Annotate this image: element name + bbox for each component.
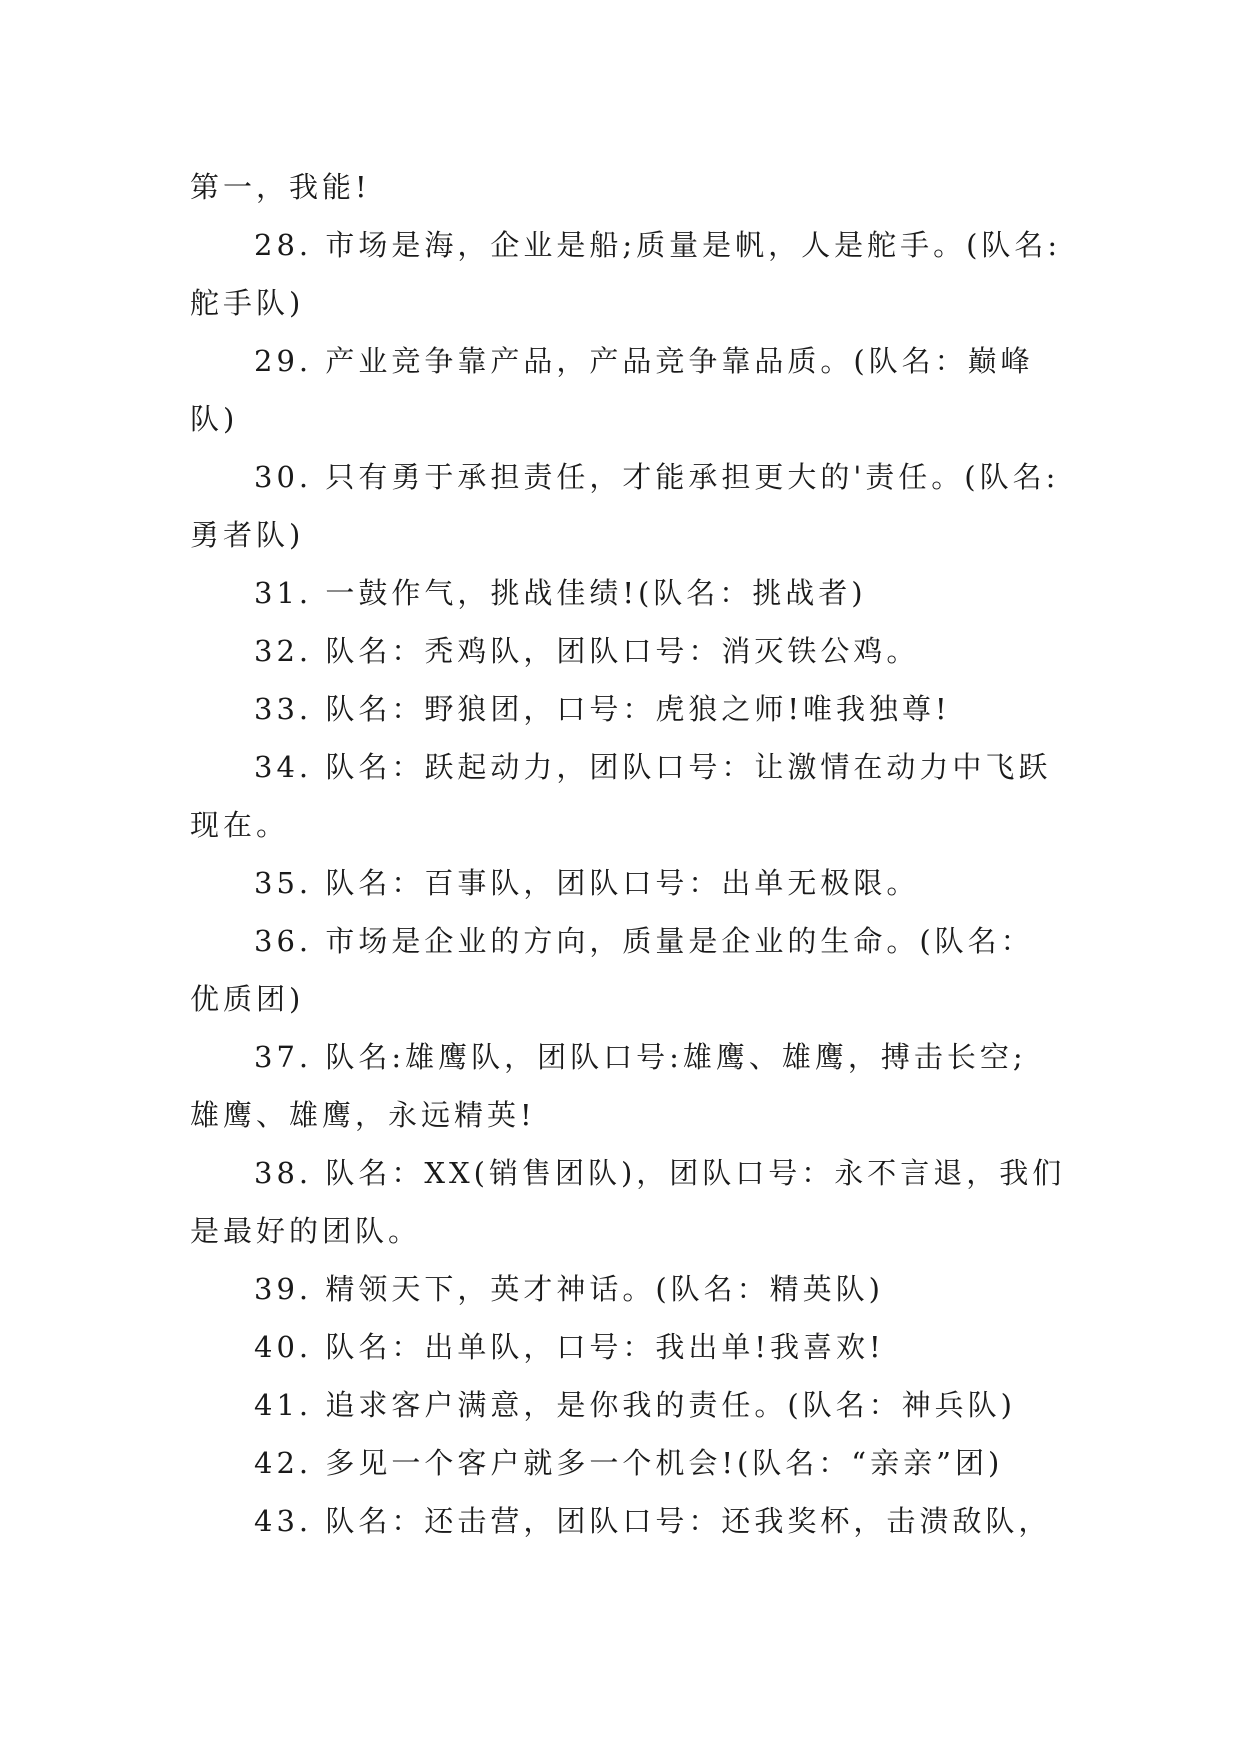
text-line: 43. 队名：还击营，团队口号：还我奖杯，击溃敌队， bbox=[254, 1504, 1052, 1538]
text-line: 33. 队名：野狼团，口号：虎狼之师!唯我独尊! bbox=[254, 692, 951, 726]
text-line: 36. 市场是企业的方向，质量是企业的生命。(队名： bbox=[254, 924, 1034, 958]
text-line: 舵手队) bbox=[190, 286, 305, 320]
text-line: 现在。 bbox=[190, 808, 290, 842]
text-line: 39. 精领天下，英才神话。(队名：精英队) bbox=[254, 1272, 884, 1306]
text-line: 雄鹰、雄鹰，永远精英! bbox=[190, 1098, 536, 1132]
text-line: 29. 产业竞争靠产品，产品竞争靠品质。(队名：巅峰 bbox=[254, 344, 1034, 378]
text-line: 31. 一鼓作气，挑战佳绩!(队名：挑战者) bbox=[254, 576, 867, 610]
text-line: 41. 追求客户满意，是你我的责任。(队名：神兵队) bbox=[254, 1388, 1016, 1422]
text-line: 30. 只有勇于承担责任，才能承担更大的'责任。(队名: bbox=[254, 460, 1060, 494]
text-line: 勇者队) bbox=[190, 518, 305, 552]
text-line: 34. 队名：跃起动力，团队口号：让激情在动力中飞跃 bbox=[254, 750, 1052, 784]
text-line: 是最好的团队。 bbox=[190, 1214, 422, 1248]
text-line: 队) bbox=[190, 402, 239, 436]
text-line: 32. 队名：秃鸡队，团队口号：消灭铁公鸡。 bbox=[254, 634, 920, 668]
text-line: 42. 多见一个客户就多一个机会!(队名：“亲亲”团) bbox=[254, 1446, 1004, 1480]
text-line: 40. 队名：出单队，口号：我出单!我喜欢! bbox=[254, 1330, 885, 1364]
text-line: 35. 队名：百事队，团队口号：出单无极限。 bbox=[254, 866, 920, 900]
text-line: 第一，我能! bbox=[190, 170, 371, 204]
text-line: 优质团) bbox=[190, 982, 305, 1016]
text-line: 38. 队名：XX(销售团队)，团队口号：永不言退，我们 bbox=[254, 1156, 1066, 1190]
text-line: 28. 市场是海，企业是船;质量是帆，人是舵手。(队名: bbox=[254, 228, 1062, 262]
document-body bbox=[190, 158, 1066, 1550]
text-line: 37. 队名:雄鹰队，团队口号:雄鹰、雄鹰，搏击长空; bbox=[254, 1040, 1027, 1074]
